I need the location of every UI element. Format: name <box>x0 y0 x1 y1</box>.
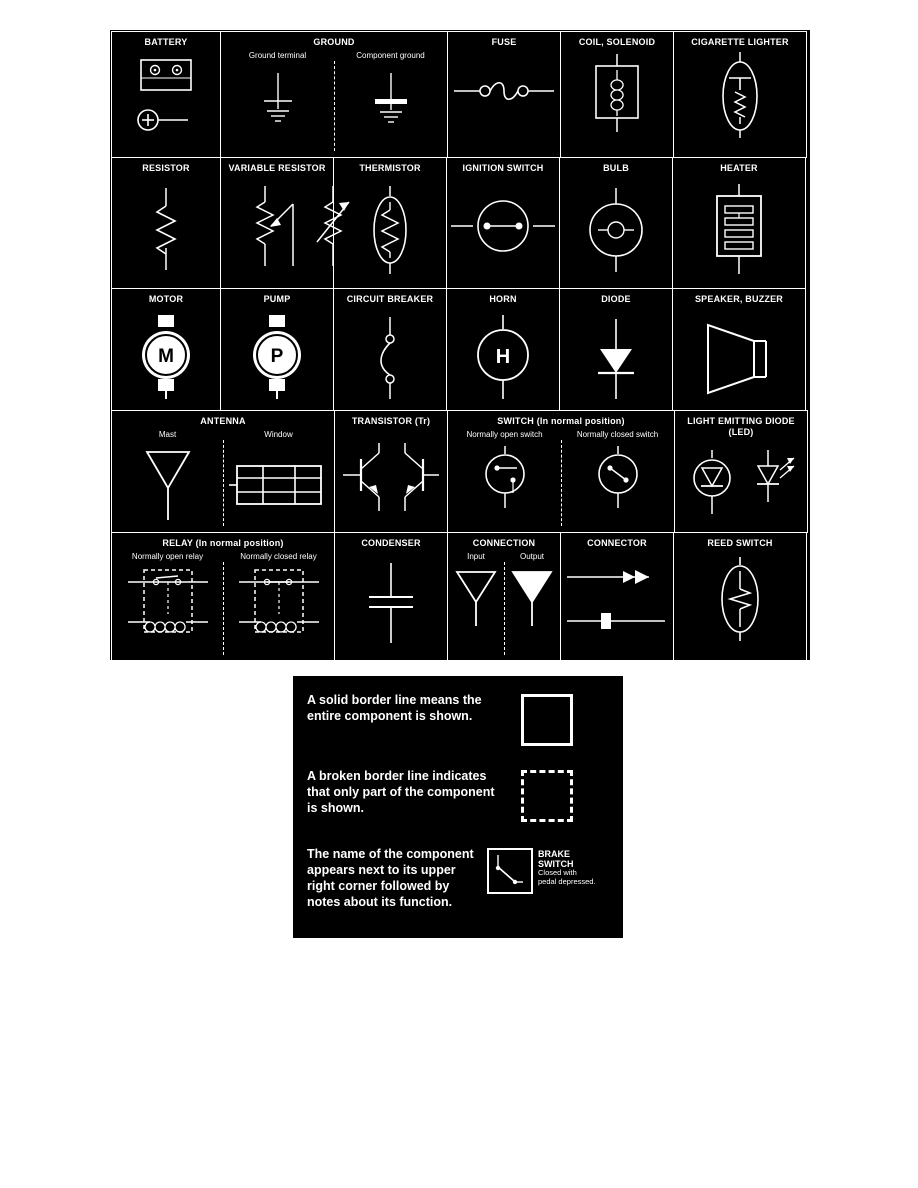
brake-switch-note-line2: pedal depressed. <box>538 876 596 886</box>
cell-subheaders <box>221 48 447 61</box>
brake-switch-box <box>487 848 533 894</box>
cell-transistor <box>334 410 448 533</box>
cell-header: IGNITION SWITCH <box>462 163 544 173</box>
cell-fuse <box>447 31 561 158</box>
fuse-symbol <box>448 48 560 157</box>
cell-header: RESISTOR <box>142 163 190 173</box>
legend-text: The name of the component appears next to its upper right corner followed by notes about its function. <box>307 847 474 909</box>
cell-header: BULB <box>603 163 629 173</box>
window-antenna-symbol <box>223 440 334 532</box>
cell-ground <box>220 31 448 158</box>
switch-symbols <box>448 440 674 532</box>
coil-solenoid-symbol <box>561 48 673 157</box>
cell-pump <box>220 288 334 411</box>
normally-closed-switch-symbol <box>561 440 674 532</box>
cell-header: RELAY (In normal position) <box>162 538 284 548</box>
cell-header: FUSE <box>491 37 517 47</box>
cell-header: HEATER <box>720 163 758 173</box>
horn-symbol <box>447 305 559 410</box>
bulb-symbol <box>560 174 672 288</box>
legend-text: A broken border line indicates that only part of the component is shown. <box>307 769 495 815</box>
cell-switch <box>447 410 675 533</box>
legend-item-broken <box>293 746 623 822</box>
cell-connection <box>447 532 561 662</box>
solid-box-icon <box>521 694 573 746</box>
subheader-normally-closed-switch: Normally closed switch <box>576 430 659 439</box>
cell-circuit-breaker <box>333 288 447 411</box>
cell-header: PUMP <box>263 294 291 304</box>
legend-item-component-name <box>293 822 623 910</box>
cell-header: SPEAKER, BUZZER <box>694 294 783 304</box>
cell-subheaders <box>448 427 674 440</box>
cell-horn <box>446 288 560 411</box>
cell-header: THERMISTOR <box>359 163 421 173</box>
cell-coil-solenoid <box>560 31 674 158</box>
circuit-breaker-symbol <box>334 305 446 410</box>
cell-battery <box>111 31 221 158</box>
cell-diode <box>559 288 673 411</box>
subheader-component-ground: Component ground <box>356 51 425 60</box>
subheader-normally-closed-relay: Normally closed relay <box>240 552 317 561</box>
cell-header: VARIABLE RESISTOR <box>228 163 326 173</box>
connection-symbols <box>448 562 560 661</box>
cell-led <box>674 410 808 533</box>
cell-ignition-switch <box>446 157 560 289</box>
cigarette-lighter-symbol <box>674 48 806 157</box>
legend-text: A solid border line means the entire component is shown. <box>307 693 482 723</box>
cell-header: HORN <box>489 294 517 304</box>
cell-header: TRANSISTOR (Tr) <box>351 416 431 426</box>
cell-header: SWITCH (In normal position) <box>497 416 625 426</box>
brake-switch-note-line1: Closed with <box>538 868 577 877</box>
cell-thermistor <box>333 157 447 289</box>
connector-symbol <box>561 549 673 661</box>
cell-condenser <box>334 532 448 662</box>
diode-symbol <box>560 305 672 410</box>
normally-open-relay-symbol <box>112 562 223 661</box>
reed-switch-symbol <box>674 549 806 661</box>
cell-header: GROUND <box>313 37 355 47</box>
antenna-symbols <box>112 440 334 532</box>
motor-letter: M <box>158 346 174 367</box>
motor-symbol <box>112 305 220 410</box>
connection-input-symbol <box>448 562 504 661</box>
cell-header: BATTERY <box>144 37 188 47</box>
thermistor-symbol <box>334 174 446 288</box>
ground-terminal-symbol <box>221 61 334 157</box>
cell-connector <box>560 532 674 662</box>
mast-antenna-symbol <box>112 440 223 532</box>
variable-resistor-symbol <box>221 174 333 288</box>
cell-header: DIODE <box>601 294 631 304</box>
speaker-buzzer-symbol <box>673 305 805 410</box>
brake-switch-title-line2: SWITCH <box>538 859 574 869</box>
dashed-box-icon <box>521 770 573 822</box>
chart-row <box>112 289 808 411</box>
cell-header: CIGARETTE LIGHTER <box>691 37 789 47</box>
subheader-input: Input <box>467 552 485 561</box>
cell-header: CONNECTOR <box>587 538 647 548</box>
cell-variable-resistor <box>220 157 334 289</box>
subheader-mast: Mast <box>158 430 177 439</box>
normally-open-switch-symbol <box>448 440 561 532</box>
cell-speaker-buzzer <box>672 288 806 411</box>
subheader-output: Output <box>519 552 544 561</box>
battery-symbol <box>112 48 220 157</box>
connection-output-symbol <box>504 562 560 661</box>
cell-cigarette-lighter <box>673 31 807 158</box>
cell-header: MOTOR <box>148 294 184 304</box>
legend-item-solid <box>293 676 623 746</box>
cell-reed-switch <box>673 532 807 662</box>
cell-header: REED SWITCH <box>707 538 773 548</box>
horn-letter: H <box>495 346 511 368</box>
condenser-symbol <box>335 549 447 661</box>
subheader-ground-terminal: Ground terminal <box>248 51 307 60</box>
brake-switch-title-line1: BRAKE <box>538 849 571 859</box>
ignition-switch-symbol <box>447 174 559 288</box>
cell-header: COIL, SOLENOID <box>578 37 656 47</box>
cell-header: CONNECTION <box>472 538 536 548</box>
chart-row <box>112 158 808 289</box>
normally-closed-relay-symbol <box>223 562 334 661</box>
brake-switch-example <box>487 848 596 894</box>
cell-antenna <box>111 410 335 533</box>
led-symbol <box>675 438 807 532</box>
cell-subheaders <box>112 549 334 562</box>
chart-row <box>112 32 808 158</box>
ground-symbols <box>221 61 447 157</box>
cell-subheaders <box>448 549 560 562</box>
cell-header: CIRCUIT BREAKER <box>346 294 434 304</box>
chart-row <box>112 533 808 662</box>
cell-bulb <box>559 157 673 289</box>
broken-border-example <box>521 770 573 822</box>
relay-symbols <box>112 562 334 661</box>
border-line-legend <box>293 676 623 938</box>
transistor-symbol <box>335 427 447 532</box>
component-ground-symbol <box>334 61 447 157</box>
cell-header: ANTENNA <box>200 416 246 426</box>
resistor-symbol <box>112 174 220 288</box>
subheader-normally-open-relay: Normally open relay <box>131 552 204 561</box>
chart-row <box>112 411 808 533</box>
subheader-window: Window <box>264 430 293 439</box>
heater-symbol <box>673 174 805 288</box>
cell-header: CONDENSER <box>361 538 421 548</box>
cell-header: LIGHT EMITTING DIODE (LED) <box>687 416 795 437</box>
cell-subheaders <box>112 427 334 440</box>
cell-relay <box>111 532 335 662</box>
pump-letter: P <box>270 346 284 367</box>
solid-border-example <box>521 694 573 746</box>
cell-motor <box>111 288 221 411</box>
cell-heater <box>672 157 806 289</box>
pump-symbol <box>221 305 333 410</box>
cell-resistor <box>111 157 221 289</box>
symbol-chart <box>110 30 810 660</box>
subheader-normally-open-switch: Normally open switch <box>466 430 543 439</box>
